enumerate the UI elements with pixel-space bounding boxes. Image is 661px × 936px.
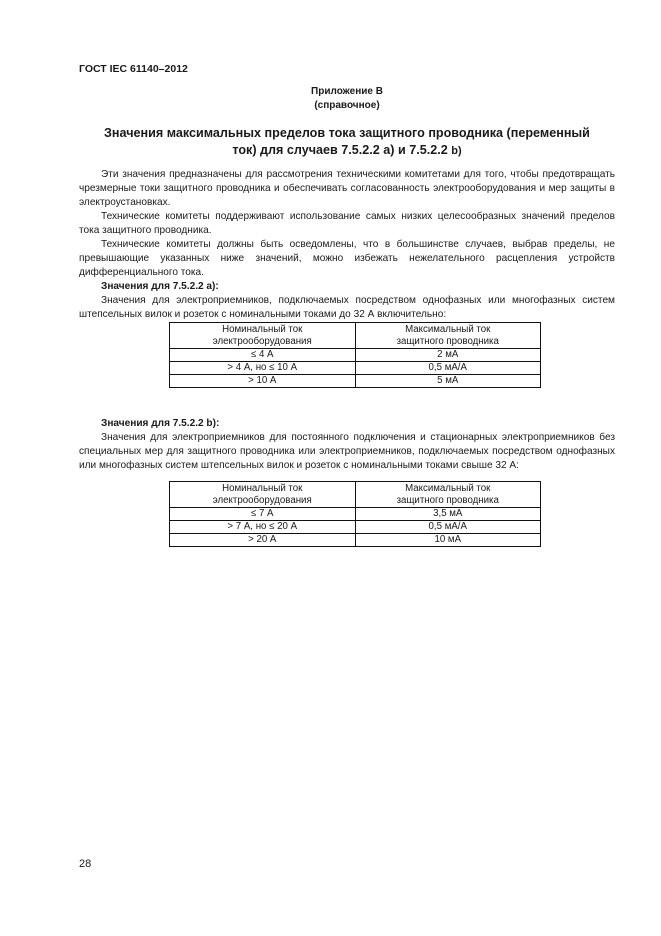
annex-heading xyxy=(79,85,615,113)
table-cell-max: 0,5 мА/А xyxy=(355,521,541,534)
standard-code: ГОСТ IEC 61140–2012 xyxy=(79,63,188,75)
section-a-text: Значения для электроприемников, подключаемых посредством однофазных или многофазных систем штепсельных вилок и розеток с номинальными токами до 32 А включительно: xyxy=(79,295,615,320)
table-b-col2-header-line1: Максимальный ток xyxy=(405,483,491,494)
table-b-col1-header xyxy=(170,482,356,508)
title-line-2 xyxy=(79,142,615,160)
table-cell-max: 0,5 мА/А xyxy=(355,362,541,375)
document-title xyxy=(79,125,615,160)
table-cell-max: 5 мА xyxy=(355,375,541,388)
table-row xyxy=(170,349,541,362)
table-row xyxy=(170,375,541,388)
annex-subtitle: (справочное) xyxy=(314,100,380,111)
table-b-col1-header-line1: Номинальный ток xyxy=(222,483,303,494)
table-b-col2-header-line2: защитного проводника xyxy=(396,494,499,506)
table-a-col1-header-line2: электрооборудования xyxy=(212,335,312,347)
table-cell-rated: ≤ 7 А xyxy=(170,508,356,521)
intro-paragraph-2: Технические комитеты поддерживают использование самых низких целесообразных значений пределов тока защитного проводника. xyxy=(79,211,615,236)
page-number: 28 xyxy=(79,858,92,870)
annex-title: Приложение B xyxy=(311,86,383,97)
table-cell-rated: ≤ 4 А xyxy=(170,349,356,362)
table-a-col1-header-line1: Номинальный ток xyxy=(222,324,303,335)
table-a xyxy=(169,322,541,388)
table-row xyxy=(170,521,541,534)
table-a-col2-header-line1: Максимальный ток xyxy=(405,324,491,335)
title-line-2-text: ток) для случаев 7.5.2.2 a) и 7.5.2.2 xyxy=(232,143,452,157)
intro-block xyxy=(79,168,615,322)
table-a-col1-header xyxy=(170,323,356,349)
table-cell-rated: > 10 А xyxy=(170,375,356,388)
title-line-2-end: b) xyxy=(451,145,462,157)
table-b-col2-header xyxy=(355,482,541,508)
table-b-col1-header-line2: электрооборудования xyxy=(212,494,312,506)
table-cell-max: 3,5 мА xyxy=(355,508,541,521)
table-row xyxy=(170,534,541,547)
intro-paragraph-1: Эти значения предназначены для рассмотрения техническими комитетами для того, чтобы предотвращать чрезмерные токи защитного проводника и обеспечивать согласованность электрооборудования и мер защиты в электроустановках. xyxy=(79,169,615,208)
table-row xyxy=(170,362,541,375)
intro-paragraph-3: Технические комитеты должны быть осведомлены, что в большинстве случаев, выбрав пределы, не превышающие указанных ниже значений, можно избежать нежелательного расцепления устройств дифференциального тока. xyxy=(79,239,615,278)
table-cell-rated: > 7 А, но ≤ 20 А xyxy=(170,521,356,534)
section-b-heading: Значения для 7.5.2.2 b): xyxy=(101,418,220,429)
table-b xyxy=(169,481,541,547)
table-cell-max: 10 мА xyxy=(355,534,541,547)
table-cell-rated: > 20 А xyxy=(170,534,356,547)
section-b-text: Значения для электроприемников для постоянного подключения и стационарных электроприемников без специальных мер для защитного проводника или электроприемников, подключаемых посредством однофазных или многофазных систем штепсельных вилок и розеток с номинальными токами свыше 32 А: xyxy=(79,432,615,471)
section-a-heading: Значения для 7.5.2.2 a): xyxy=(101,281,219,292)
title-line-1: Значения максимальных пределов тока защитного проводника (переменный xyxy=(104,126,590,140)
table-a-header-row xyxy=(170,323,541,349)
table-b-header-row xyxy=(170,482,541,508)
table-a-col2-header xyxy=(355,323,541,349)
table-a-col2-header-line2: защитного проводника xyxy=(396,335,499,347)
table-cell-rated: > 4 А, но ≤ 10 А xyxy=(170,362,356,375)
table-cell-max: 2 мА xyxy=(355,349,541,362)
section-b-block xyxy=(79,417,615,473)
table-row xyxy=(170,508,541,521)
